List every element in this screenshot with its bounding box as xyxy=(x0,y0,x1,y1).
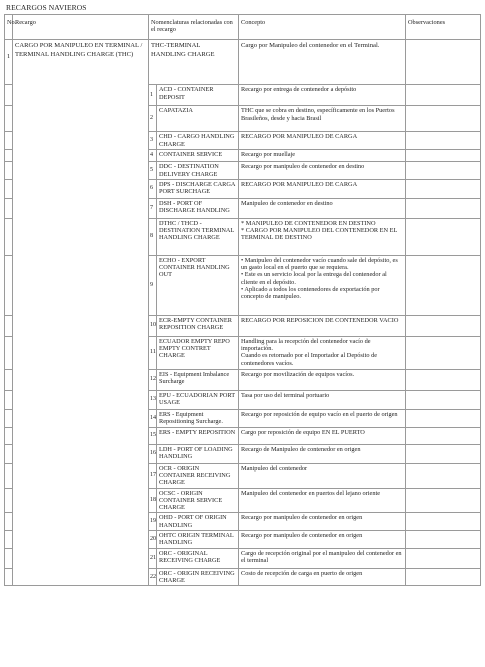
row-no-cell xyxy=(5,218,13,255)
row-nomenclatura: CHD - CARGO HANDLING CHARGE xyxy=(157,132,239,150)
row-no-cell xyxy=(5,409,13,427)
row-no-cell xyxy=(5,315,13,336)
row-index: 12 xyxy=(149,369,157,390)
row-nomenclatura: OCSC - ORIGIN CONTAINER SERVICE CHARGE xyxy=(157,488,239,513)
row-index: 2 xyxy=(149,106,157,132)
row-concepto: Recargo por manipuleo de contenedor en origen xyxy=(239,530,406,548)
row-no-cell xyxy=(5,513,13,530)
row-index: 13 xyxy=(149,390,157,409)
row-no-cell xyxy=(5,568,13,585)
main-recargo: CARGO POR MANIPULEO EN TERMINAL / TERMINAL HANDLING CHARGE (THC) xyxy=(13,40,149,586)
row-concepto: RECARGO POR MANIPULEO DE CARGA xyxy=(239,132,406,150)
header-nomenclaturas: Nomenclaturas relacionadas con el recargo xyxy=(149,15,239,40)
row-index: 19 xyxy=(149,513,157,530)
row-concepto: Recargo por muellaje xyxy=(239,150,406,162)
row-observaciones xyxy=(406,336,481,369)
row-observaciones xyxy=(406,106,481,132)
row-index: 4 xyxy=(149,150,157,162)
row-nomenclatura: DSH - PORT OF DISCHARGE HANDLING xyxy=(157,198,239,218)
row-nomenclatura: OHTC ORIGIN TERMINAL HANDLING xyxy=(157,530,239,548)
main-concepto: Cargo por Manipuleo del contenedor en el Terminal. xyxy=(239,40,406,85)
row-concepto: Cargo por reposición de equipo EN EL PUERTO xyxy=(239,427,406,444)
row-index: 18 xyxy=(149,488,157,513)
row-no-cell xyxy=(5,179,13,198)
row-concepto: Manipuleo del contenedor xyxy=(239,463,406,488)
header-concepto: Concepto xyxy=(239,15,406,40)
table-header-row xyxy=(5,15,481,40)
row-observaciones xyxy=(406,427,481,444)
row-nomenclatura: LDH - PORT OF LOADING HANDLING xyxy=(157,444,239,463)
row-index: 11 xyxy=(149,336,157,369)
row-nomenclatura: ECUADOR EMPTY REPO EMPTY CONTRET CHARGE xyxy=(157,336,239,369)
row-nomenclatura: OHD - PORT OF ORIGIN HANDLING xyxy=(157,513,239,530)
row-no-cell xyxy=(5,336,13,369)
row-index: 1 xyxy=(149,85,157,106)
row-concepto: Recargo de Manipuleo de contenedor en origen xyxy=(239,444,406,463)
row-observaciones xyxy=(406,488,481,513)
row-index: 10 xyxy=(149,315,157,336)
row-observaciones xyxy=(406,218,481,255)
row-no-cell xyxy=(5,255,13,315)
row-index: 9 xyxy=(149,255,157,315)
row-nomenclatura: ORC - ORIGIN RECEIVING CHARGE xyxy=(157,568,239,585)
row-observaciones xyxy=(406,513,481,530)
row-no-cell xyxy=(5,150,13,162)
row-nomenclatura: ORC - ORIGINAL RECEIVING CHARGE xyxy=(157,548,239,568)
row-observaciones xyxy=(406,162,481,179)
row-nomenclatura: CAPATAZIA xyxy=(157,106,239,132)
row-no-cell xyxy=(5,444,13,463)
recargos-table xyxy=(4,14,481,586)
row-nomenclatura: DDC - DESTINATION DELIVERY CHARGE xyxy=(157,162,239,179)
row-concepto: Tasa por uso del terminal portuario xyxy=(239,390,406,409)
row-observaciones xyxy=(406,132,481,150)
row-concepto: Manipuleo de contenedor en destino xyxy=(239,198,406,218)
row-no-cell xyxy=(5,106,13,132)
row-concepto: Recargo por movilización de equipos vacíos. xyxy=(239,369,406,390)
row-observaciones xyxy=(406,568,481,585)
row-observaciones xyxy=(406,530,481,548)
row-nomenclatura: OCR - ORIGIN CONTAINER RECEIVING CHARGE xyxy=(157,463,239,488)
row-no-cell xyxy=(5,132,13,150)
row-no-cell xyxy=(5,488,13,513)
row-concepto: Costo de recepción de carga en puerto de origen xyxy=(239,568,406,585)
row-concepto: RECARGO POR REPOSICION DE CONTENEDOR VACIO xyxy=(239,315,406,336)
row-index: 14 xyxy=(149,409,157,427)
row-observaciones xyxy=(406,85,481,106)
row-nomenclatura: DTHC / THCD - DESTINATION TERMINAL HANDLING CHARGE xyxy=(157,218,239,255)
row-concepto: THC que se cobra en destino, específicamente en los Puertos Brasileños, desde y hacia Brasil xyxy=(239,106,406,132)
row-concepto: Recargo por entrega de contenedor a depósito xyxy=(239,85,406,106)
header-recargo: Recargo xyxy=(13,15,149,40)
main-no: 1 xyxy=(5,40,13,85)
row-no-cell xyxy=(5,198,13,218)
row-nomenclatura: ERS - Equipment Repositioning Surcharge. xyxy=(157,409,239,427)
row-index: 22 xyxy=(149,568,157,585)
header-no: No. xyxy=(5,15,13,40)
row-nomenclatura: EPU - ECUADORIAN PORT USAGE xyxy=(157,390,239,409)
row-observaciones xyxy=(406,179,481,198)
row-index: 21 xyxy=(149,548,157,568)
sheet-title: RECARGOS NAVIEROS xyxy=(6,3,87,12)
row-observaciones xyxy=(406,444,481,463)
row-no-cell xyxy=(5,162,13,179)
row-nomenclatura: ERS - EMPTY REPOSITION xyxy=(157,427,239,444)
row-concepto: Manipuleo del contenedor en puertos del lejano oriente xyxy=(239,488,406,513)
row-no-cell xyxy=(5,427,13,444)
row-concepto: Recargo por reposición de equipo vacío en el puerto de origen xyxy=(239,409,406,427)
row-nomenclatura: CONTAINER SERVICE xyxy=(157,150,239,162)
row-index: 7 xyxy=(149,198,157,218)
row-no-cell xyxy=(5,85,13,106)
row-concepto: RECARGO POR MANIPULEO DE CARGA xyxy=(239,179,406,198)
row-concepto: Recargo por manipuleo de contenedor en destino xyxy=(239,162,406,179)
row-index: 20 xyxy=(149,530,157,548)
header-observaciones: Observaciones xyxy=(406,15,481,40)
row-index: 15 xyxy=(149,427,157,444)
row-no-cell xyxy=(5,463,13,488)
row-nomenclatura: DPS - DISCHARGE CARGA PORT SURCHAGE xyxy=(157,179,239,198)
row-nomenclatura: EIS - Equipment Imbalance Surcharge xyxy=(157,369,239,390)
row-observaciones xyxy=(406,255,481,315)
row-no-cell xyxy=(5,548,13,568)
row-no-cell xyxy=(5,530,13,548)
row-no-cell xyxy=(5,369,13,390)
row-index: 17 xyxy=(149,463,157,488)
row-concepto: * MANIPULEO DE CONTENEDOR EN DESTINO * CARGO POR MANIPULEO DEL CONTENEDOR EN EL TERMINAL DE DESTINO xyxy=(239,218,406,255)
row-index: 6 xyxy=(149,179,157,198)
row-concepto: Recargo por manipuleo de contenedor en origen xyxy=(239,513,406,530)
main-observaciones xyxy=(406,40,481,85)
row-nomenclatura: ECR-EMPTY CONTAINER REPOSITION CHARGE xyxy=(157,315,239,336)
row-concepto: • Manipuleo del contenedor vacío cuando sale del depósito, es un gasto local en el puerto que se requiera. • Este es un servicio local por la entrega del contenedor al cliente en el depósito. • Aplicado a todos los contenedores de exportación por concepto de manipuleo. xyxy=(239,255,406,315)
row-nomenclatura: ECHO - EXPORT CONTAINER HANDLING OUT xyxy=(157,255,239,315)
row-no-cell xyxy=(5,390,13,409)
row-observaciones xyxy=(406,463,481,488)
row-observaciones xyxy=(406,198,481,218)
row-observaciones xyxy=(406,369,481,390)
row-concepto: Handling para la recepción del contenedor vacío de importación. Cuando es retornado por el Importador al Depósito de contenedores vacíos. xyxy=(239,336,406,369)
row-observaciones xyxy=(406,150,481,162)
row-index: 3 xyxy=(149,132,157,150)
row-observaciones xyxy=(406,409,481,427)
main-row xyxy=(5,40,481,85)
row-concepto: Cargo de recepción original por el manipuleo del contenedor en el terminal xyxy=(239,548,406,568)
row-nomenclatura: ACD - CONTAINER DEPOSIT xyxy=(157,85,239,106)
row-observaciones xyxy=(406,390,481,409)
row-index: 16 xyxy=(149,444,157,463)
row-observaciones xyxy=(406,548,481,568)
row-observaciones xyxy=(406,315,481,336)
row-index: 5 xyxy=(149,162,157,179)
row-index: 8 xyxy=(149,218,157,255)
main-nomenclatura: THC-TERMINAL HANDLING CHARGE xyxy=(149,40,239,85)
